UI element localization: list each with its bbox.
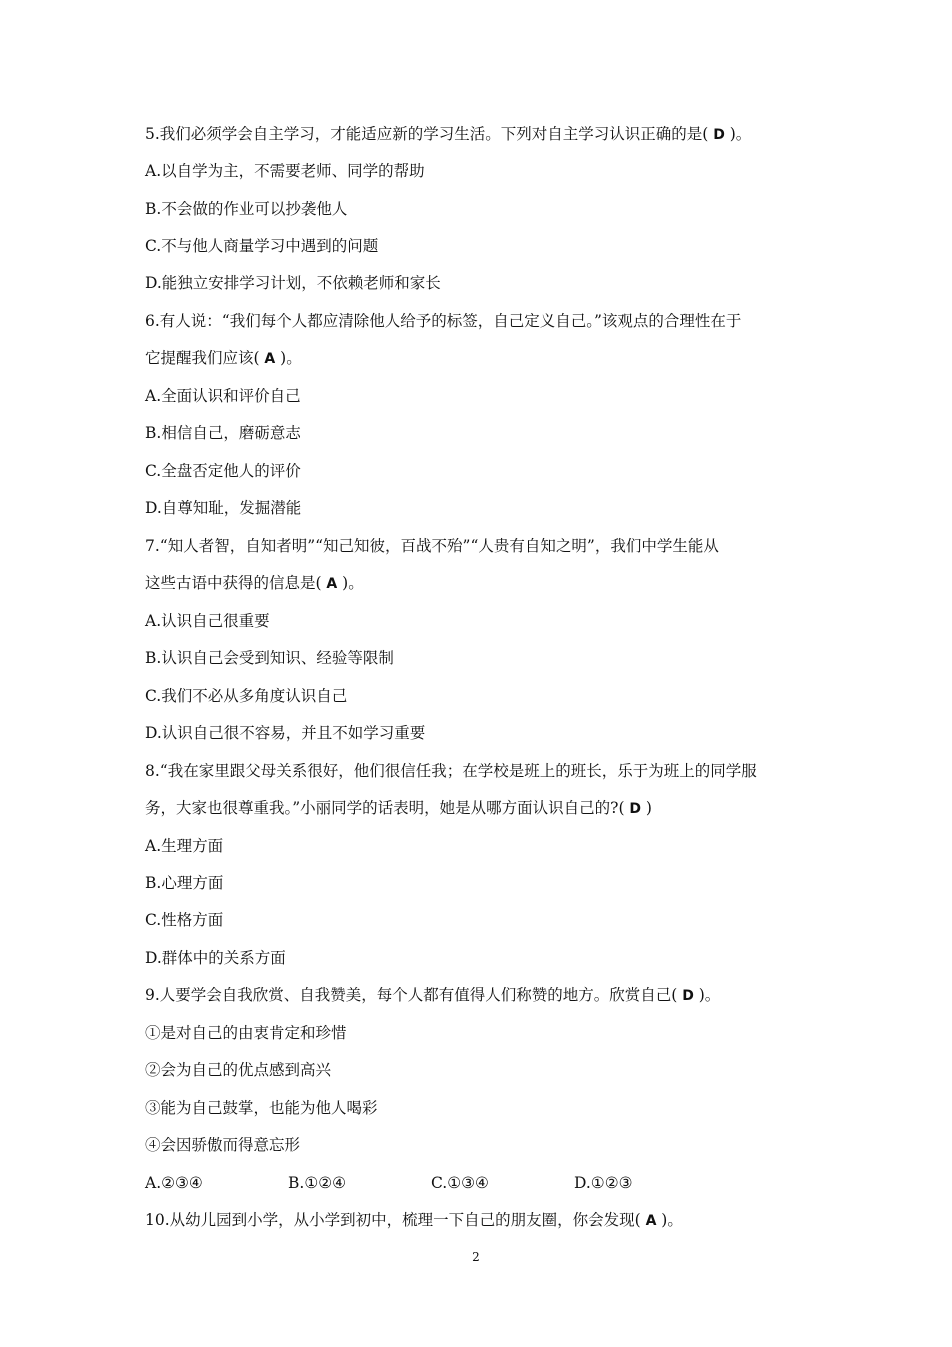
question-7-stem: 7.“知人者智，自知者明”“知己知彼，百战不殆”“人贵有自知之明”，我们中学生能从 xyxy=(145,537,719,555)
question-5-stem: 5.我们必须学会自主学习，才能适应新的学习生活。下列对自主学习认识正确的是( D )。 xyxy=(145,125,752,143)
option-line: D.自尊知耻，发掘潜能 xyxy=(145,499,302,517)
question-8-stem-cont: 务，大家也很尊重我。”小丽同学的话表明，她是从哪方面认识自己的?( D ) xyxy=(145,799,652,817)
option-line: B.认识自己会受到知识、经验等限制 xyxy=(145,649,394,667)
option-a: A.②③④ xyxy=(145,1174,203,1192)
answer-mark: D xyxy=(708,127,730,143)
statement-line: ②会为自己的优点感到高兴 xyxy=(145,1061,332,1079)
page-number: 2 xyxy=(472,1250,480,1264)
answer-mark: A xyxy=(321,576,343,592)
option-c: C.①③④ xyxy=(431,1174,489,1192)
option-line: B.不会做的作业可以抄袭他人 xyxy=(145,200,348,218)
option-line: C.全盘否定他人的评价 xyxy=(145,462,301,480)
answer-mark: A xyxy=(640,1213,662,1229)
option-line: B.相信自己，磨砺意志 xyxy=(145,424,301,442)
option-line: B.心理方面 xyxy=(145,874,224,892)
option-line: A.以自学为主，不需要老师、同学的帮助 xyxy=(145,162,425,180)
question-8-stem: 8.“我在家里跟父母关系很好，他们很信任我；在学校是班上的班长，乐于为班上的同学服 xyxy=(145,762,757,780)
option-line: D.能独立安排学习计划，不依赖老师和家长 xyxy=(145,274,441,292)
option-line: C.性格方面 xyxy=(145,911,224,929)
statement-line: ③能为自己鼓掌，也能为他人喝彩 xyxy=(145,1099,378,1117)
option-line: C.我们不必从多角度认识自己 xyxy=(145,687,348,705)
statement-line: ①是对自己的由衷肯定和珍惜 xyxy=(145,1024,347,1042)
question-10-stem: 10.从幼儿园到小学，从小学到初中，梳理一下自己的朋友圈，你会发现( A )。 xyxy=(145,1211,683,1229)
question-9-stem: 9.人要学会自我欣赏、自我赞美，每个人都有值得人们称赞的地方。欣赏自己( D )。 xyxy=(145,986,721,1004)
option-line: D.群体中的关系方面 xyxy=(145,949,286,967)
statement-line: ④会因骄傲而得意忘形 xyxy=(145,1136,301,1154)
answer-mark: D xyxy=(624,801,646,817)
options-row xyxy=(145,1173,825,1193)
question-6-stem-cont: 它提醒我们应该( A )。 xyxy=(145,349,302,367)
answer-mark: A xyxy=(259,351,281,367)
option-d: D.①②③ xyxy=(574,1174,633,1192)
option-line: A.全面认识和评价自己 xyxy=(145,387,301,405)
answer-mark: D xyxy=(677,988,699,1004)
question-6-stem: 6.有人说：“我们每个人都应清除他人给予的标签，自己定义自己。”该观点的合理性在于 xyxy=(145,312,742,330)
option-b: B.①②④ xyxy=(288,1174,347,1192)
option-line: A.生理方面 xyxy=(145,837,224,855)
question-7-stem-cont: 这些古语中获得的信息是( A )。 xyxy=(145,574,364,592)
option-line: D.认识自己很不容易，并且不如学习重要 xyxy=(145,724,426,742)
option-line: A.认识自己很重要 xyxy=(145,612,270,630)
option-line: C.不与他人商量学习中遇到的问题 xyxy=(145,237,379,255)
